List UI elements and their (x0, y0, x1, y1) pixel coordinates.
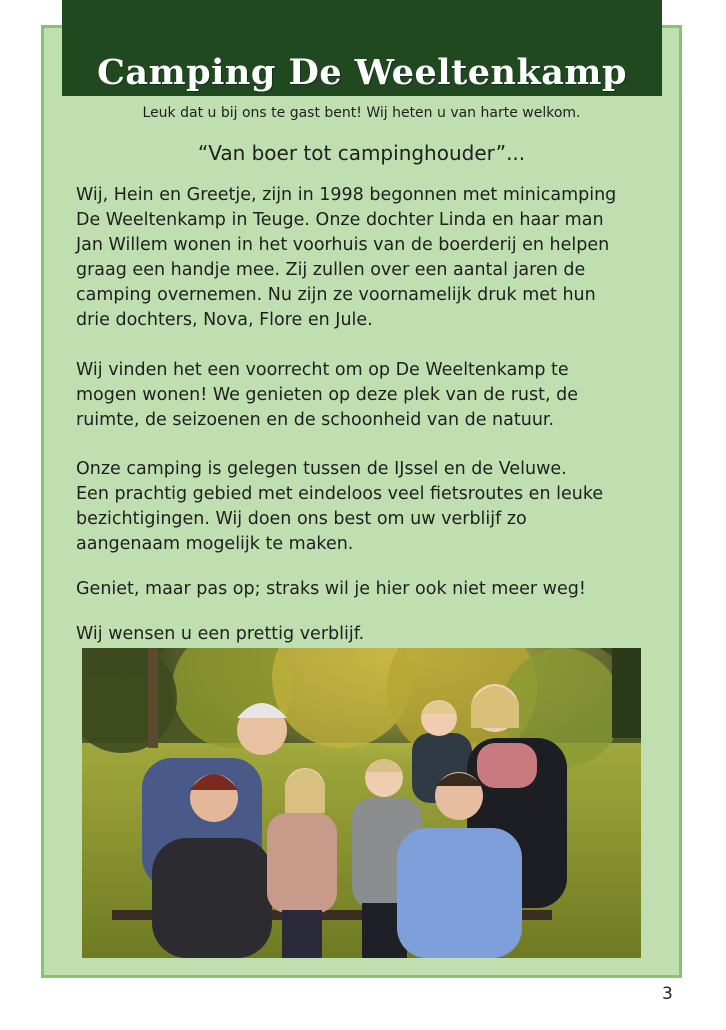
text-line: mogen wonen! We genieten op deze plek van de rust, de (76, 385, 578, 405)
text-line: camping overnemen. Nu zijn ze voornamelijk druk met hun (76, 285, 596, 305)
text-line: De Weeltenkamp in Teuge. Onze dochter Linda en haar man (76, 210, 604, 230)
page-number: 3 (662, 984, 673, 1004)
text-line: bezichtigingen. Wij doen ons best om uw verblijf zo (76, 509, 527, 529)
text-line: Geniet, maar pas op; straks wil je hier ook niet meer weg! (76, 579, 586, 599)
text-line: Wij, Hein en Greetje, zijn in 1998 begonnen met minicamping (76, 185, 617, 205)
quote-heading: “Van boer tot campinghouder”... (197, 141, 526, 165)
page-title: Camping De Weeltenkamp (97, 52, 627, 93)
welcome-text: Leuk dat u bij ons te gast bent! Wij heten u van harte welkom. (142, 105, 581, 121)
text-line: Een prachtig gebied met eindeloos veel fietsroutes en leuke (76, 484, 604, 504)
text-line: graag een handje mee. Zij zullen over een aantal jaren de (76, 260, 586, 280)
text-line: Jan Willem wonen in het voorhuis van de boerderij en helpen (76, 235, 610, 255)
text-line: aangenaam mogelijk te maken. (76, 534, 354, 554)
paragraph-location (76, 457, 656, 557)
text-line: Wij wensen u een prettig verblijf. (76, 624, 365, 644)
text-line: drie dochters, Nova, Flore en Jule. (76, 310, 373, 330)
paragraph-enjoy (76, 577, 656, 602)
text-line: Wij vinden het een voorrecht om op De Weeltenkamp te (76, 360, 569, 380)
paragraph-wish (76, 622, 656, 647)
paragraph-intro (76, 183, 656, 333)
text-line: ruimte, de seizoenen en de schoonheid van de natuur. (76, 410, 555, 430)
paragraph-privilege (76, 358, 656, 433)
family-photo (82, 648, 641, 958)
text-line: Onze camping is gelegen tussen de IJssel en de Veluwe. (76, 459, 567, 479)
